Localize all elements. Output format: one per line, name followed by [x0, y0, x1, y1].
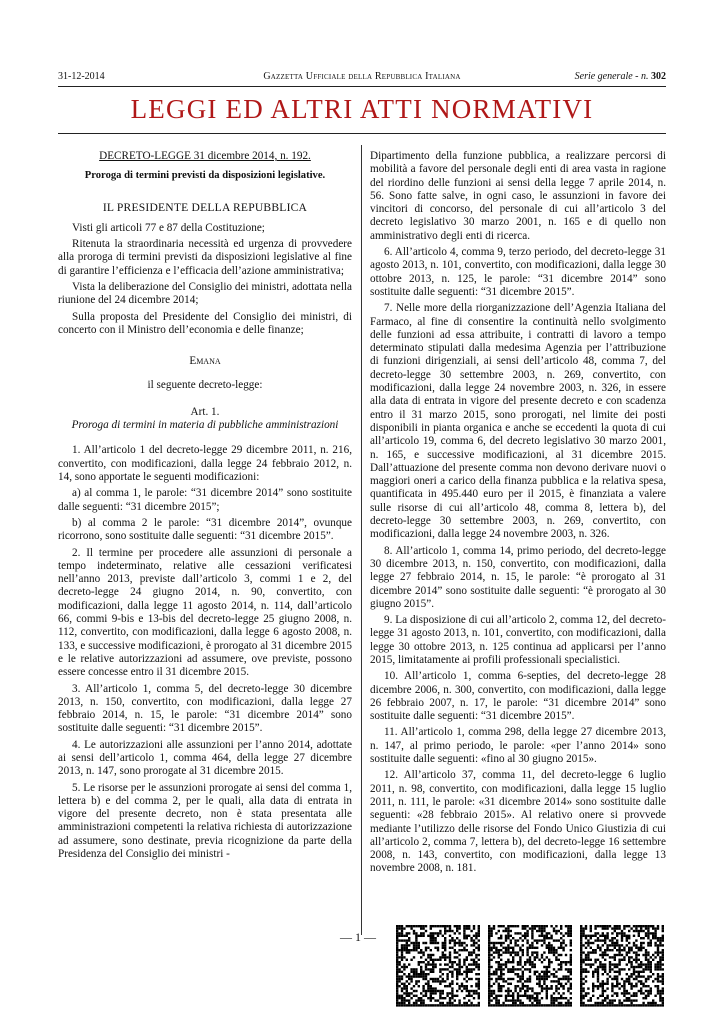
page-number: — 1 — — [340, 930, 376, 944]
body-paragraph: 8. All’articolo 1, comma 14, primo periodo, del decreto-legge 30 dicembre 2013, n. 150, convertito, con modificazioni, dalla legge 27 febbraio 2014, n. 15, le parole: “è prorogato al 31 dicembre 2014” sono sostituite dalle seguenti: “è prorogato al 30 giugno 2015”. — [370, 544, 666, 610]
body-paragraph: b) al comma 2 le parole: “31 dicembre 2014”, ovunque ricorrono, sono sostituite dalle seguenti: “31 dicembre 2015”. — [58, 516, 352, 543]
body-paragraph: 11. All’articolo 1, comma 298, della legge 27 dicembre 2013, n. 147, al primo periodo, le parole: «per l’anno 2014» sono sostituite dalle seguenti: «fino al 30 giugno 2015». — [370, 726, 666, 766]
body-paragraph: 4. Le autorizzazioni alle assunzioni per l’anno 2014, adottate ai sensi dell’articolo 1, comma 464, della legge 27 dicembre 2013, n. 147, sono prorogate al 31 dicembre 2015. — [58, 738, 352, 778]
decree-title: Proroga di termini previsti da disposizioni legislative. — [84, 170, 326, 182]
datamatrix-barcode-icon — [396, 925, 666, 1007]
body-paragraph: 2. Il termine per procedere alle assunzioni di personale a tempo indeterminato, relative alle cessazioni verificatesi nell’anno 2013, previste dall’articolo 3, commi 1 e 2, del decreto-legge 24 giugno 2014, n. 90, convertito, con modificazioni, dalla legge 11 agosto 2014, n. 114, dall’articolo 66, commi 9-bis e 13-bis del decreto-legge 25 giugno 2008, n. 112, convertito, con modificazioni, dalla legge 6 agosto 2008, n. 133, e successive modificazioni, è prorogato al 31 dicembre 2015 e le relative autorizzazioni ad assumere, ove previste, possono essere concesse entro il 31 dicembre 2015. — [58, 546, 352, 679]
header-rule — [58, 86, 666, 87]
enacting-clause: il seguente decreto-legge: — [147, 378, 263, 391]
gazette-name: Gazzetta Ufficiale della Repubblica Italiana — [263, 71, 461, 82]
section-title: LEGGI ED ALTRI ATTI NORMATIVI — [130, 94, 594, 124]
title-rule — [58, 133, 666, 134]
emana-heading: Emana — [189, 355, 221, 368]
series-number: 302 — [651, 71, 666, 82]
preamble-paragraph: Sulla proposta del Presidente del Consiglio dei ministri, di concerto con il Ministro dell’economia e delle finanze; — [58, 310, 352, 336]
article-title: Proroga di termini in materia di pubbliche amministrazioni — [71, 419, 339, 432]
body-paragraph: 6. All’articolo 4, comma 9, terzo periodo, del decreto-legge 31 agosto 2013, n. 101, convertito, con modificazioni, dalla legge 30 ottobre 2013, n. 125, le parole: “31 dicembre 2014” sono sostituite dalle seguenti: “31 dicembre 2015”. — [370, 246, 666, 298]
body-paragraph: 7. Nelle more della riorganizzazione dell’Agenzia Italiana del Farmaco, al fine di consentire la continuità nello svolgimento delle funzioni ad essa attribuite, i contratti di lavoro a tempo determinato stipulati dalla medesima Agenzia per l’attribuzione di funzioni dirigenziali, ai sensi dell’articolo 48, comma 7, del decreto-legge 30 settembre 2003, n. 269, convertito, con modificazioni, dalla legge 24 novembre 2003, n. 326, in essere alla data di entrata in vigore del presente decreto e con scadenza entro il 31 marzo 2015, sono prorogati, nel limite dei posti disponibili in pianta organica e anche se eccedenti la quota di cui all’articolo 19, comma 6, del decreto legislativo 30 marzo 2001, n. 165, e successive modificazioni, al 31 dicembre 2015. Dall’attuazione del presente comma non devono derivare nuovi o maggiori oneri a carico della finanza pubblica e la relativa spesa, quantificata in 495.440 euro per il 2015, è finanziata a valere sulle risorse di cui all’articolo 48, comma 8, lettera b), del decreto-legge 30 settembre 2003, n. 269, convertito, con modificazioni, dalla legge 24 novembre 2003, n. 326. — [370, 302, 666, 541]
left-column — [58, 150, 352, 864]
body-paragraph: 1. All’articolo 1 del decreto-legge 29 dicembre 2011, n. 216, convertito, con modificazioni, dalla legge 24 febbraio 2012, n. 14, sono apportate le seguenti modificazioni: — [58, 444, 352, 484]
decree-heading: DECRETO-LEGGE 31 dicembre 2014, n. 192. — [99, 150, 311, 162]
series-text: Serie generale - n. — [574, 71, 649, 82]
series-label — [575, 70, 666, 84]
body-paragraph: Dipartimento della funzione pubblica, a realizzare percorsi di mobilità a favore del personale degli enti di area vasta in ragione del riordino delle funzioni ai sensi della legge 7 aprile 2014, n. 56. Sono fatte salve, in ogni caso, le assunzioni in favore dei vincitori di concorso, del personale di cui all’articolo 3 del decreto legislativo 30 marzo 2001, n. 165 e di quello non amministrativo degli enti di ricerca. — [370, 150, 666, 242]
president-heading: IL PRESIDENTE DELLA REPUBBLICA — [102, 200, 308, 214]
preamble-paragraph: Vista la deliberazione del Consiglio dei ministri, adottata nella riunione del 24 dicembre 2014; — [58, 281, 352, 307]
issue-date: 31-12-2014 — [58, 71, 105, 82]
body-paragraph: 3. All’articolo 1, comma 5, del decreto-legge 30 dicembre 2013, n. 150, convertito, con modificazioni, dalla legge 27 febbraio 2014, n. 15, le parole: “31 dicembre 2014” sono sostituite dalle seguenti: “31 dicembre 2015”. — [58, 682, 352, 735]
body-paragraph: 5. Le risorse per le assunzioni prorogate ai sensi del comma 1, lettera b) e del comma 2, per le quali, alla data di entrata in vigore del presente decreto, non è stata presentata alle amministrazioni competenti la relativa richiesta di autorizzazione ad assumere, sono destinate, previa ricognizione da parte della Presidenza del Consiglio dei ministri - — [58, 781, 352, 861]
body-paragraph: 12. All’articolo 37, comma 11, del decreto-legge 6 luglio 2011, n. 98, convertito, con modificazioni, dalla legge 15 luglio 2011, n. 111, le parole: «31 dicembre 2014» sono sostituite dalle seguenti: «28 febbraio 2015». Al relativo onere si provvede mediante l’utilizzo delle risorse del Fondo Unico Giustizia di cui all’articolo 2, comma 7, lettera b), del decreto-legge 16 settembre 2008, n. 143, convertito, con modificazioni, dalla legge 13 novembre 2008, n. 181. — [370, 769, 666, 875]
right-column — [370, 150, 666, 879]
body-paragraph: a) al comma 1, le parole: “31 dicembre 2014” sono sostituite dalle seguenti: “31 dicembre 2015”; — [58, 487, 352, 513]
body-paragraph: 10. All’articolo 1, comma 6-septies, del decreto-legge 28 dicembre 2006, n. 300, convertito, con modificazioni, dalla legge 26 febbraio 2007, n. 17, le parole: “31 dicembre 2014” sono sostituite dalle seguenti: “31 dicembre 2015”. — [370, 670, 666, 723]
page-header — [58, 70, 666, 84]
preamble-paragraph: Ritenuta la straordinaria necessità ed urgenza di provvedere alla proroga di termini previsti da disposizioni legislative al fine di garantire l’efficienza e l’efficacia dell’azione amministrativa; — [58, 238, 352, 277]
article-label: Art. 1. — [190, 405, 220, 418]
body-paragraph: 9. La disposizione di cui all’articolo 2, comma 12, del decreto-legge 31 agosto 2013, n. 101, convertito, con modificazioni, dalla legge 30 ottobre 2013, n. 125 continua ad applicarsi per l’anno 2015, limitatamente ai profili professionali specialistici. — [370, 614, 666, 666]
preamble-paragraph: Visti gli articoli 77 e 87 della Costituzione; — [72, 221, 265, 234]
column-divider — [361, 145, 362, 935]
